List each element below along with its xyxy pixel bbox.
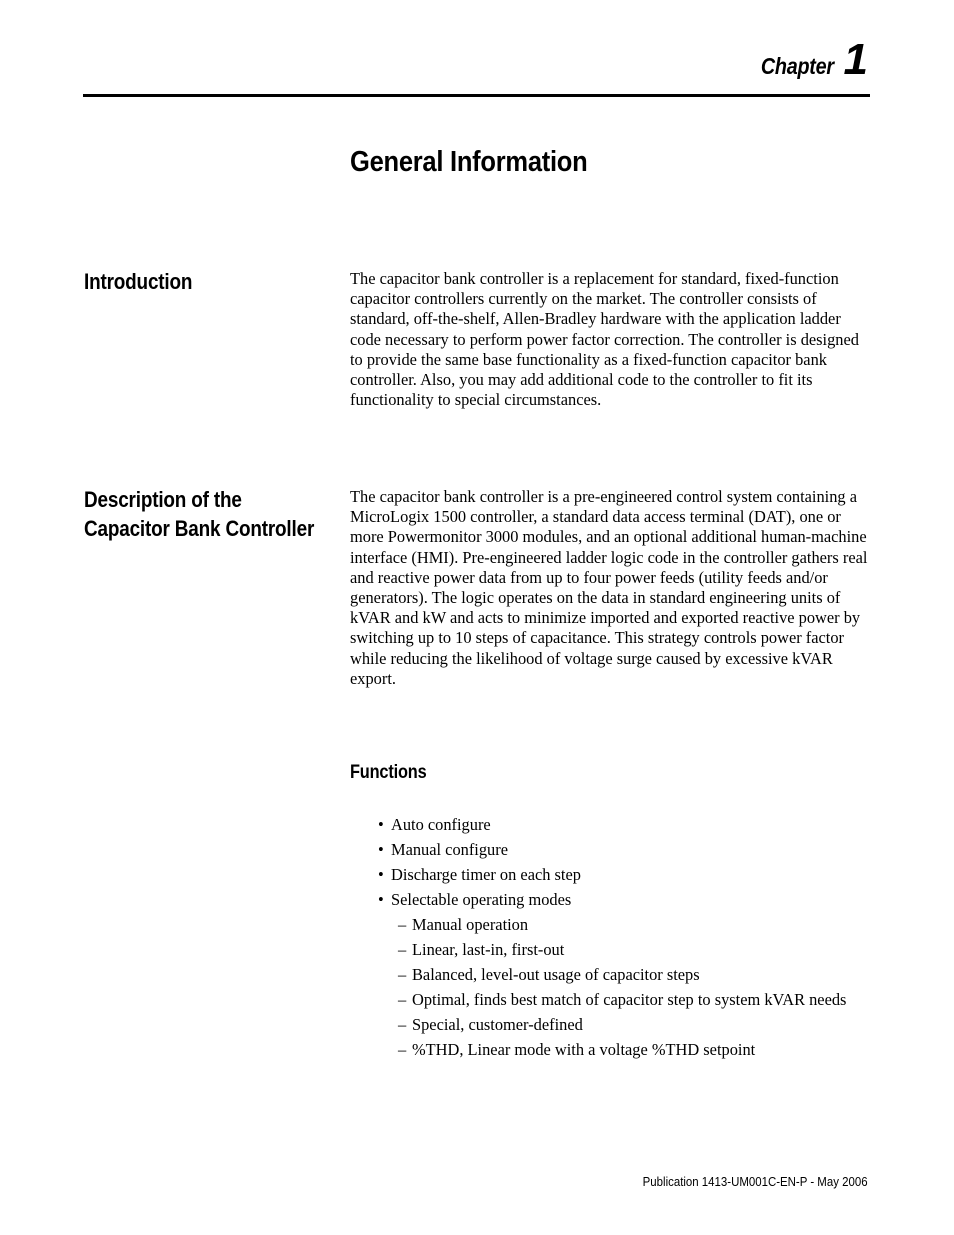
sub-list-item-text: Special, customer-defined (412, 1015, 583, 1034)
description-paragraph: The capacitor bank controller is a pre-engineered control system containing a MicroLogix 1500 controller, a standard data access terminal (DAT), one or more Powermonitor 3000 modules, and an optional additional human-machine interface (HMI). Pre-engineered ladder logic code in the controller gathers real and reactive power data from up to four power feeds (utility feeds and/or generators). The logic operates on the data in standard engineering units of kVAR and kW and acts to minimize imported and exported reactive power by switching up to 10 steps of capacitance. This strategy controls power factor while reducing the likelihood of voltage surge caused by excessive kVAR export. (350, 487, 868, 688)
sub-list-item-text: Optimal, finds best match of capacitor step to system kVAR needs (412, 990, 847, 1009)
chapter-number: 1 (843, 35, 868, 84)
sub-list-item (398, 940, 870, 960)
modes-sublist-container (378, 915, 870, 1060)
dash-icon: – (398, 1015, 407, 1034)
sub-list-item-text: %THD, Linear mode with a voltage %THD setpoint (412, 1040, 756, 1059)
list-item (378, 865, 870, 885)
chapter-label: Chapter (760, 53, 834, 79)
dash-icon: – (398, 965, 407, 984)
functions-list (378, 815, 870, 1065)
description-heading-line2: Capacitor Bank Controller (84, 516, 315, 541)
dash-icon: – (398, 990, 407, 1009)
bullet-icon: • (378, 865, 384, 884)
dash-icon: – (398, 1040, 407, 1059)
sub-list-item (398, 965, 870, 985)
sub-list-item (398, 1015, 870, 1035)
sub-list-item-text: Linear, last-in, first-out (412, 940, 565, 959)
chapter-header (749, 35, 868, 84)
list-item-text: Manual configure (391, 840, 508, 859)
list-item-text: Auto configure (391, 815, 491, 834)
header-rule (83, 94, 870, 97)
functions-heading: Functions (350, 762, 427, 783)
description-heading-line1: Description of the (84, 487, 242, 512)
sub-list-item-text: Manual operation (412, 915, 529, 934)
sub-list-item (398, 915, 870, 935)
publication-footer: Publication 1413-UM001C-EN-P - May 2006 (643, 1174, 868, 1189)
list-item-text: Discharge timer on each step (391, 865, 581, 884)
introduction-paragraph: The capacitor bank controller is a replacement for standard, fixed-function capacitor controllers currently on the market. The controller consists of standard, off-the-shelf, Allen-Bradley hardware with the application ladder code necessary to perform power factor correction. The controller is designed to provide the same base functionality as a fixed-function capacitor bank controller. Also, you may add additional code to the controller to fit its functionality to special circumstances. (350, 269, 859, 410)
bullet-icon: • (378, 840, 384, 859)
operating-modes-list (378, 915, 870, 1060)
description-heading (84, 485, 314, 543)
dash-icon: – (398, 940, 407, 959)
dash-icon: – (398, 915, 407, 934)
list-item (378, 815, 870, 835)
sub-list-item (398, 990, 870, 1010)
introduction-heading: Introduction (84, 269, 193, 294)
sub-list-item (398, 1040, 870, 1060)
bullet-icon: • (378, 890, 384, 909)
list-item (378, 840, 870, 860)
list-item-text: Selectable operating modes (391, 890, 572, 909)
page-title: General Information (350, 146, 588, 178)
list-item (378, 890, 870, 910)
sub-list-item-text: Balanced, level-out usage of capacitor steps (412, 965, 700, 984)
bullet-icon: • (378, 815, 384, 834)
